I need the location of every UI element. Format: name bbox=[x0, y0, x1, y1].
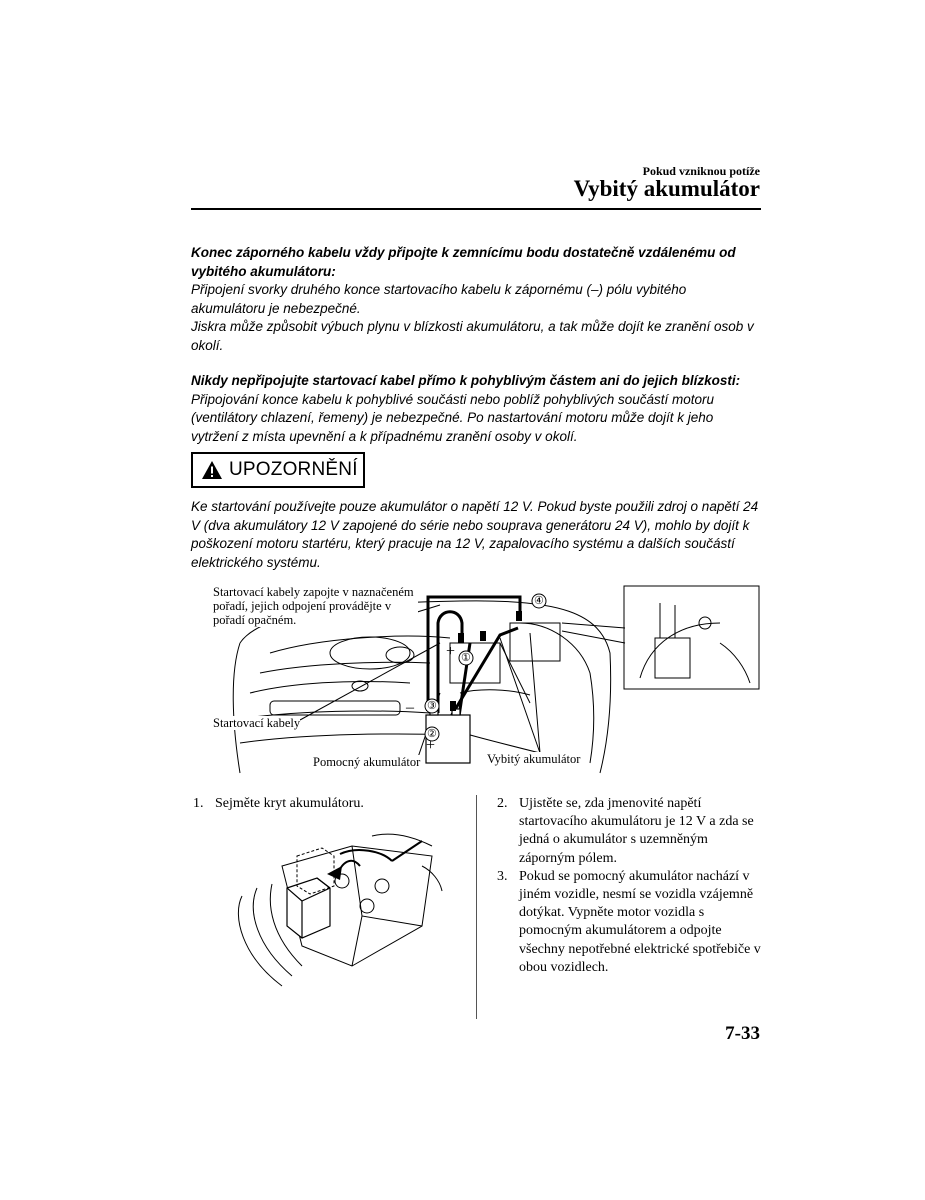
page-title: Vybitý akumulátor bbox=[573, 176, 760, 201]
column-divider bbox=[476, 795, 477, 1019]
caution-text: Ke startování používejte pouze akumulátor o napětí 12 V. Pokud byste použili zdroj o napětí 24 V (dva akumulátory 12 V zapojené do série nebo souprava generátoru 24 V), mohlo by dojít k poškození motoru startéru, který pracuje na 12 V, zapalovacího systému a dalších součástí elektrického systému. bbox=[191, 499, 759, 570]
marker-2: ② bbox=[427, 728, 437, 740]
warning-paragraph-ground bbox=[191, 244, 761, 356]
warning-line: Připojení svorky druhého konce startovacího kabelu k zápornému (–) pólu vybitého akumulátoru je nebezpečné. bbox=[191, 282, 687, 316]
warning-line: Jiskra může způsobit výbuch plynu v blízkosti akumulátoru, a tak může dojít ke zranění osob v okolí. bbox=[191, 319, 754, 353]
warning-line: Připojování konce kabelu k pohyblivé součásti nebo poblíž pohyblivých součástí motoru (ventilátory chlazení, řemeny) je nebezpečné. Po nastartování motoru může dojít k jeho vytržení z místa upevnění a k případnému zranění osoby v okolí. bbox=[191, 391, 715, 444]
plus-sign-dead: + bbox=[446, 643, 456, 660]
step-text: Sejměte kryt akumulátoru. bbox=[215, 796, 364, 811]
label-dead-battery: Vybitý akumulátor bbox=[487, 752, 581, 766]
step-item bbox=[193, 795, 463, 813]
label-connection-order: Startovací kabely zapojte v naznačeném pořadí, jejich odpojení provádějte v pořadí opačném. bbox=[213, 585, 418, 627]
step-text: Pokud se pomocný akumulátor nachází v jiném vozidle, nesmí se vozidla vzájemně dotýkat. Vypněte motor vozidla s pomocným akumulátorem a odpojte všechny nepotřebné elektrické spotřebiče v obou vozidlech. bbox=[519, 868, 761, 975]
marker-3: ③ bbox=[427, 700, 437, 712]
step-number: 1. bbox=[193, 796, 204, 811]
step-item bbox=[497, 868, 762, 977]
plus-sign-booster: + bbox=[426, 737, 436, 754]
label-jumper-cables: Startovací kabely bbox=[213, 716, 301, 730]
step-number: 3. bbox=[497, 868, 508, 884]
step-number: 2. bbox=[497, 796, 508, 811]
steps-right-column bbox=[497, 795, 762, 977]
section-name: Pokud vzniknou potíže bbox=[642, 164, 760, 178]
step-item bbox=[497, 795, 762, 868]
warning-heading-ground: Konec záporného kabelu vždy připojte k zemnícímu bodu dostatečně vzdálenému od vybitého akumulátoru: bbox=[191, 245, 736, 279]
marker-4: ④ bbox=[534, 595, 544, 607]
caution-box bbox=[191, 452, 365, 488]
warning-heading-moving-parts: Nikdy nepřipojujte startovací kabel přímo k pohyblivým částem ani do jejich blízkosti: bbox=[191, 373, 741, 388]
label-booster-battery: Pomocný akumulátor bbox=[313, 755, 421, 769]
warning-paragraph-moving-parts bbox=[191, 372, 761, 446]
header-divider bbox=[191, 208, 761, 210]
jumper-cable-diagram bbox=[200, 583, 761, 775]
step-text: Ujistěte se, zda jmenovité napětí startovacího akumulátoru je 12 V a zda se jedná o akumulátor s uzemněným záporným pólem. bbox=[519, 796, 754, 866]
marker-1: ① bbox=[461, 652, 471, 664]
minus-sign-booster: – bbox=[406, 699, 414, 716]
warning-triangle-icon bbox=[201, 460, 223, 480]
page-number: 7-33 bbox=[725, 1023, 760, 1044]
caution-label: UPOZORNĚNÍ bbox=[229, 459, 358, 480]
battery-cover-illustration bbox=[222, 826, 448, 996]
steps-left-column bbox=[193, 795, 463, 813]
